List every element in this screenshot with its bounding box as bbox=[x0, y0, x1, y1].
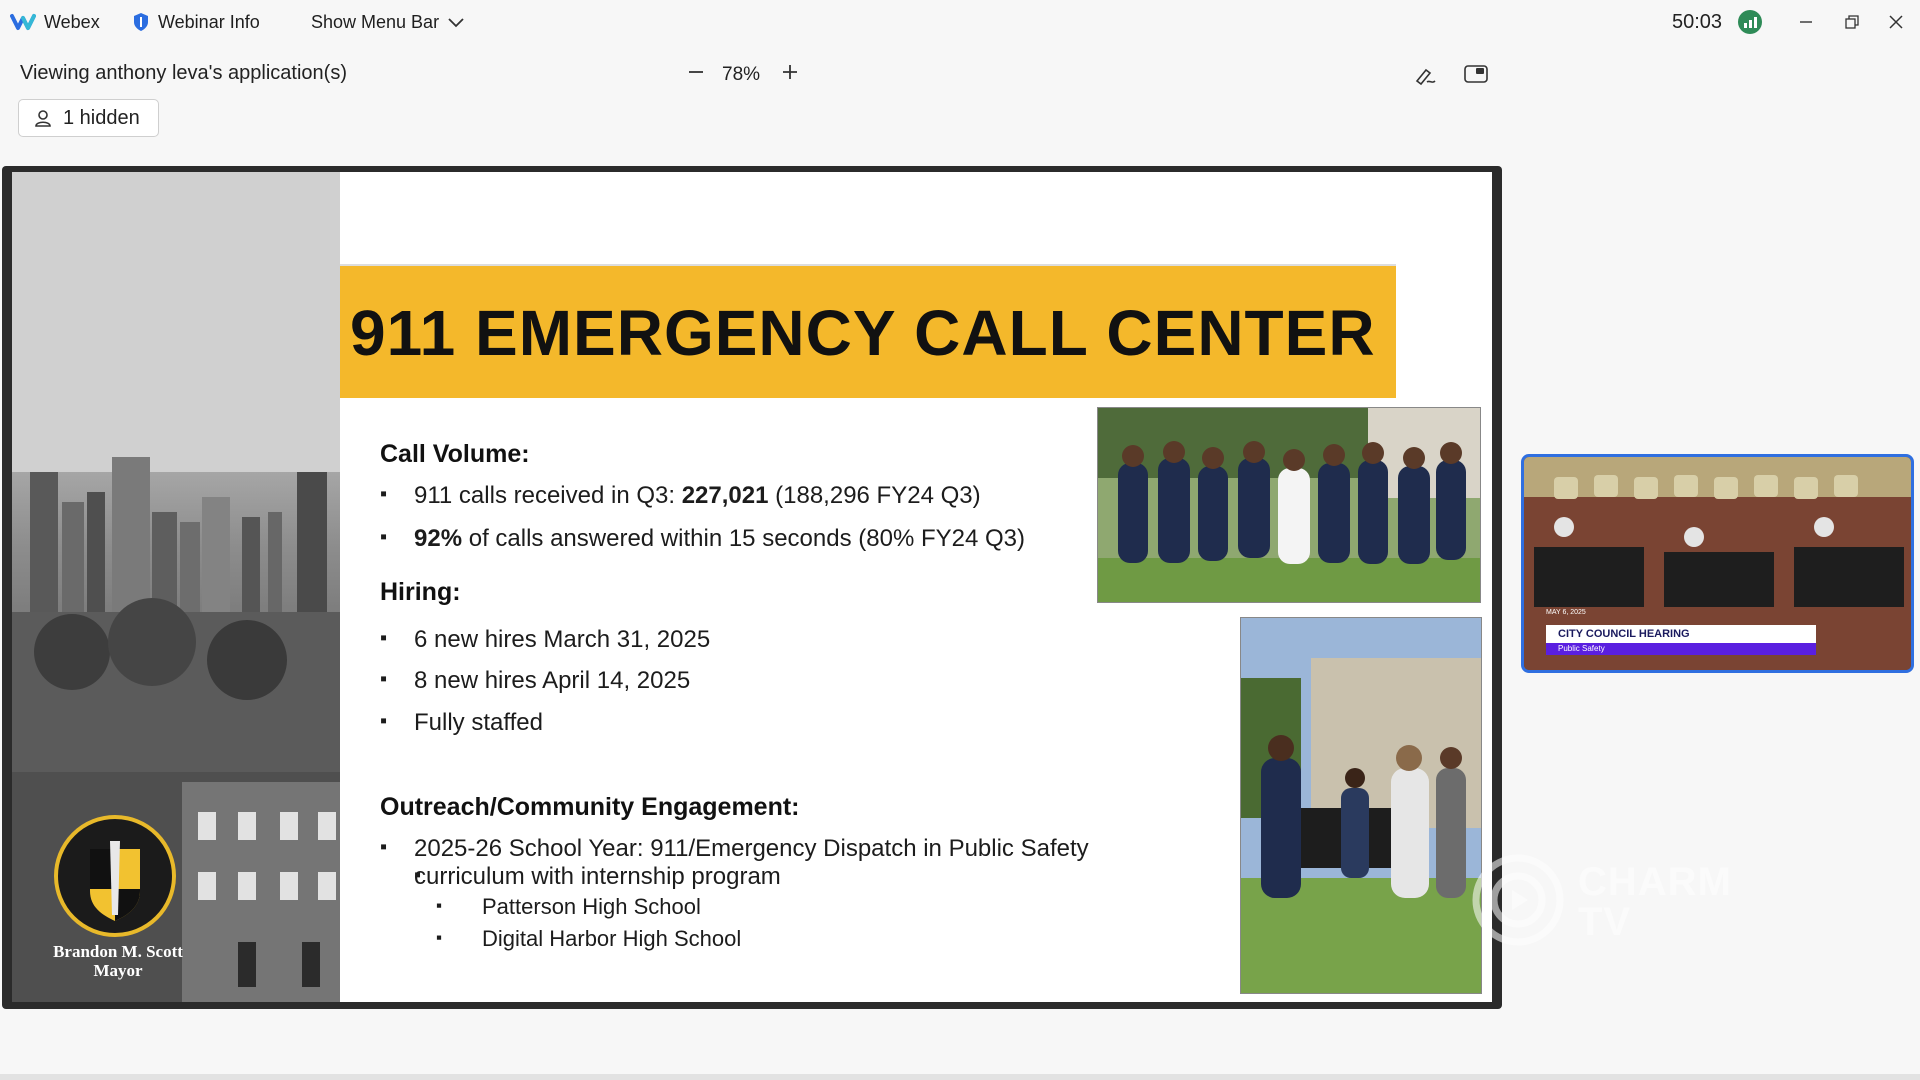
show-menu-bar-label: Show Menu Bar bbox=[311, 11, 440, 32]
restore-button[interactable] bbox=[1834, 6, 1870, 38]
zoom-out-button[interactable] bbox=[684, 58, 708, 86]
hiring-item: Fully staffed bbox=[414, 709, 543, 736]
title-bar bbox=[0, 0, 1920, 44]
community-event-photo bbox=[1240, 617, 1482, 994]
mayor-name: Brandon M. Scott bbox=[53, 942, 183, 961]
close-icon bbox=[1888, 14, 1904, 30]
hiring-item: 6 new hires March 31, 2025 bbox=[414, 626, 711, 653]
viewing-label: Viewing anthony leva's application(s) bbox=[20, 62, 347, 84]
zoom-in-button[interactable] bbox=[778, 58, 802, 86]
show-menu-bar-button[interactable] bbox=[311, 0, 465, 44]
minus-icon bbox=[687, 63, 705, 81]
network-signal-icon[interactable] bbox=[1738, 10, 1762, 34]
webinar-info-button[interactable] bbox=[132, 0, 260, 44]
watermark-line-1: CHARM bbox=[1578, 860, 1732, 904]
mayor-signature bbox=[28, 942, 208, 980]
zoom-level: 78% bbox=[722, 64, 761, 85]
minimize-button[interactable] bbox=[1788, 6, 1824, 38]
meeting-timer: 50:03 bbox=[1672, 10, 1723, 33]
lower-third-title: CITY COUNCIL HEARING bbox=[1546, 625, 1816, 643]
person-icon bbox=[33, 108, 53, 128]
hiring-item: 8 new hires April 14, 2025 bbox=[414, 667, 691, 694]
outreach-line-2: curriculum with internship program bbox=[414, 863, 781, 890]
pop-out-button[interactable] bbox=[1462, 62, 1490, 88]
baltimore-city-seal bbox=[54, 815, 176, 937]
slide-title: 911 EMERGENCY CALL CENTER bbox=[350, 297, 1376, 369]
team-group-photo bbox=[1097, 407, 1481, 603]
outreach-bullet-continuation bbox=[414, 863, 781, 891]
mayor-title: Mayor bbox=[93, 961, 143, 980]
lower-third-subtitle: Public Safety bbox=[1546, 643, 1816, 655]
pop-out-icon bbox=[1462, 62, 1490, 88]
annotate-pen-icon bbox=[1412, 62, 1438, 88]
seal-emblem-icon bbox=[58, 819, 172, 933]
school-name: Patterson High School bbox=[482, 894, 701, 919]
charm-tv-logo-icon bbox=[1470, 852, 1566, 948]
shared-slide bbox=[12, 172, 1492, 1002]
call-volume-heading: Call Volume: bbox=[380, 440, 530, 468]
outreach-heading: Outreach/Community Engagement: bbox=[380, 793, 800, 821]
video-date: MAY 6, 2025 bbox=[1546, 609, 1586, 616]
group-photo-illustration bbox=[1098, 408, 1481, 603]
calls-received-value: 227,021 bbox=[681, 482, 769, 509]
restore-icon bbox=[1844, 14, 1860, 30]
outreach-line-1: 2025-26 School Year: 911/Emergency Dispatch in Public Safety bbox=[414, 835, 1089, 862]
plus-icon bbox=[781, 63, 799, 81]
bottom-divider bbox=[0, 1074, 1920, 1080]
charm-tv-watermark bbox=[1470, 852, 1750, 952]
hidden-participants-button[interactable] bbox=[18, 99, 159, 137]
hiring-heading: Hiring: bbox=[380, 578, 461, 606]
watermark-line-2: TV bbox=[1578, 900, 1632, 944]
calls-prior-year: (188,296 FY24 Q3) bbox=[768, 482, 981, 509]
city-skyline-image bbox=[12, 172, 340, 1002]
shield-icon bbox=[132, 12, 150, 32]
event-photo-illustration bbox=[1241, 618, 1482, 994]
webex-app-menu[interactable] bbox=[10, 0, 100, 44]
annotate-button[interactable] bbox=[1412, 62, 1438, 88]
answer-rate-text: of calls answered within 15 seconds (80% FY24 Q3) bbox=[462, 525, 1025, 552]
chevron-down-icon bbox=[447, 16, 465, 28]
participant-video-tile[interactable] bbox=[1521, 454, 1914, 673]
minimize-icon bbox=[1798, 14, 1814, 30]
close-button[interactable] bbox=[1878, 6, 1914, 38]
app-name: Webex bbox=[44, 11, 100, 32]
hidden-count: 1 hidden bbox=[63, 106, 140, 129]
answer-rate-value: 92% bbox=[414, 525, 463, 552]
school-name: Digital Harbor High School bbox=[482, 926, 742, 951]
watermark-text bbox=[1578, 862, 1732, 942]
video-lower-third bbox=[1546, 625, 1816, 655]
webinar-info-label: Webinar Info bbox=[158, 11, 260, 32]
webex-logo-icon bbox=[10, 12, 36, 32]
slide-title-band bbox=[340, 264, 1396, 398]
calls-received-text: 911 calls received in Q3: bbox=[414, 482, 682, 509]
